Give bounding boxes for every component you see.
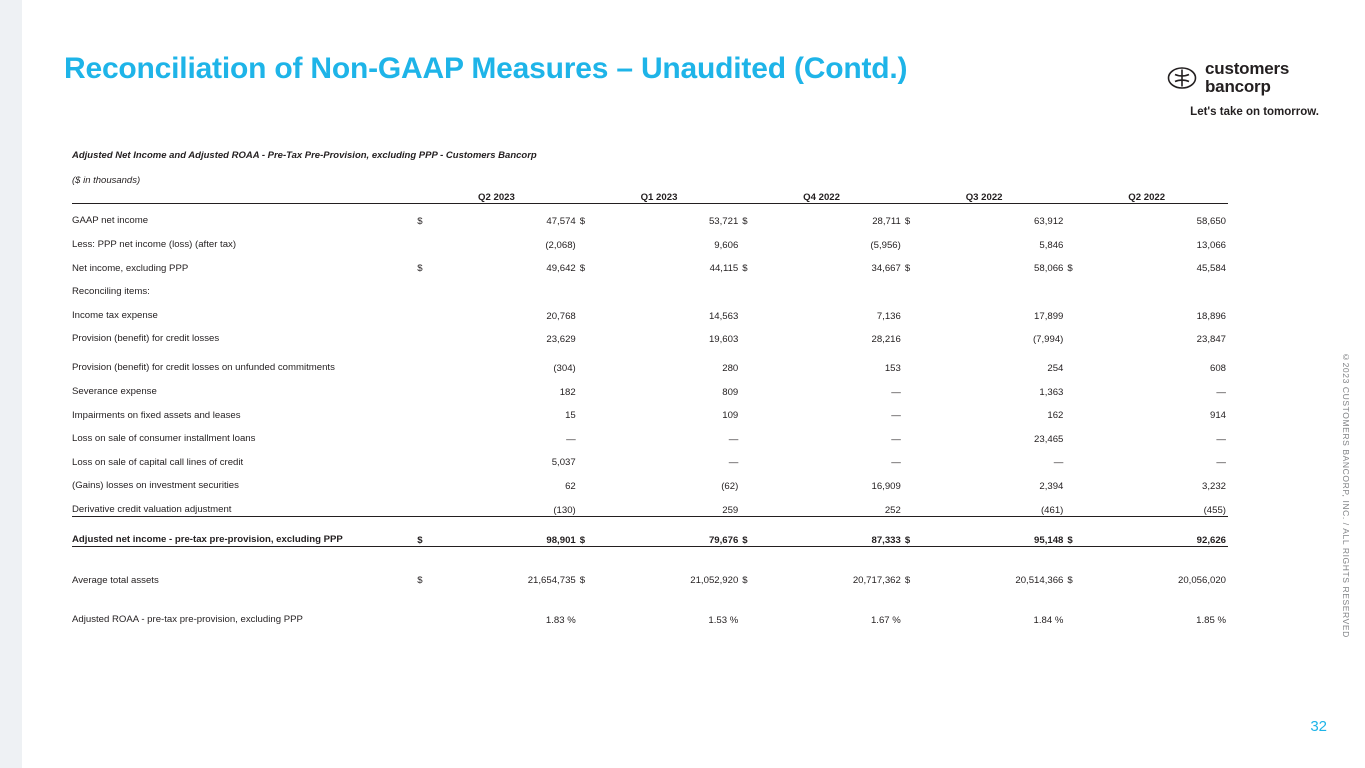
row-label: Impairments on fixed assets and leases	[72, 409, 241, 421]
cell-value: 252	[884, 504, 901, 516]
cell-value: 109	[722, 410, 739, 422]
currency-symbol: $	[904, 575, 911, 587]
cell-value: (5,956)	[870, 239, 901, 251]
currency-symbol: $	[579, 263, 586, 275]
cell-value: —	[891, 386, 901, 398]
cell-value: —	[566, 433, 576, 445]
cell-value: (461)	[1040, 504, 1064, 516]
cell-value: 7,136	[876, 310, 901, 322]
table-row	[72, 251, 1228, 275]
cell-value: 98,901	[546, 534, 576, 546]
cell-value: (7,994)	[1032, 334, 1064, 346]
copyright-notice: ©2023 CUSTOMERS BANCORP, INC. / ALL RIGHTS RESERVED	[1341, 352, 1351, 638]
cell-value: 23,847	[1196, 334, 1226, 346]
currency-symbol: $	[742, 575, 748, 587]
table-row	[72, 322, 1228, 346]
cell-value: 608	[1209, 363, 1226, 375]
cell-value: 20,717,362	[852, 575, 901, 587]
cell-value: —	[1216, 433, 1226, 445]
cell-value: 47,574	[546, 216, 576, 228]
table-row	[72, 468, 1228, 492]
currency-symbol: $	[904, 216, 911, 228]
page-number: 32	[1310, 718, 1327, 735]
cell-value: (455)	[1203, 504, 1226, 516]
cell-value: 20,768	[546, 310, 576, 322]
logo-row	[1167, 60, 1327, 96]
cell-value: —	[728, 433, 739, 445]
cell-value: 1.84 %	[1033, 614, 1064, 626]
cell-value: 21,654,735	[527, 575, 576, 587]
cell-value: 49,642	[546, 263, 576, 275]
row-label: Derivative credit valuation adjustment	[72, 503, 232, 515]
row-label: Less: PPP net income (loss) (after tax)	[72, 239, 237, 251]
cell-value: 87,333	[871, 534, 901, 546]
cell-value: 259	[722, 504, 739, 516]
currency-symbol: $	[1067, 534, 1073, 546]
cell-value: 1.67 %	[870, 614, 901, 626]
row-label: Loss on sale of capital call lines of credit	[72, 456, 244, 468]
logo-line-2: bancorp	[1205, 76, 1271, 96]
column-header-q4-2022: Q4 2022	[803, 191, 840, 203]
brand-logo	[1167, 60, 1327, 118]
table-row-total	[72, 517, 1228, 547]
cell-value: —	[1216, 386, 1226, 398]
left-accent-bar	[0, 0, 22, 768]
cell-value: 44,115	[709, 263, 739, 275]
row-label: Provision (benefit) for credit losses	[72, 333, 220, 345]
row-label: Adjusted net income - pre-tax pre-provision, excluding PPP	[72, 533, 343, 545]
table-row	[72, 421, 1228, 445]
row-label: Income tax expense	[72, 309, 158, 321]
cell-value: 28,216	[871, 334, 901, 346]
reconciliation-table	[72, 192, 1228, 626]
row-label: Severance expense	[72, 385, 157, 397]
table-row	[72, 227, 1228, 251]
cell-value: 5,037	[551, 457, 576, 469]
cell-value: 2,394	[1039, 481, 1064, 493]
cell-value: 58,066	[1034, 263, 1064, 275]
cell-value: 19,603	[708, 334, 739, 346]
spacer-row	[72, 547, 1228, 563]
cell-value: —	[1053, 457, 1064, 469]
cell-value: —	[891, 433, 901, 445]
page-title: Reconciliation of Non-GAAP Measures – Unaudited (Contd.)	[64, 52, 908, 85]
currency-symbol	[903, 227, 925, 251]
cell-value: 182	[559, 386, 576, 398]
cell-value: 20,056,020	[1177, 575, 1226, 587]
currency-symbol: $	[1067, 263, 1073, 275]
currency-symbol: $	[1067, 575, 1073, 587]
cell-value: (2,068)	[545, 239, 576, 251]
cell-value: 23,629	[546, 334, 576, 346]
cell-value: 92,626	[1196, 534, 1226, 546]
currency-symbol	[415, 227, 437, 251]
table-row	[72, 563, 1228, 587]
cell-value: 34,667	[871, 263, 901, 275]
logo-wordmark	[1205, 60, 1289, 96]
cell-value: 18,896	[1196, 310, 1226, 322]
currency-symbol: $	[742, 534, 748, 546]
table-row	[72, 398, 1228, 422]
cell-value: 58,650	[1196, 216, 1226, 228]
row-label: (Gains) losses on investment securities	[72, 480, 239, 492]
cell-value: (304)	[553, 363, 576, 375]
cell-value: —	[728, 457, 739, 469]
cell-value: —	[1216, 457, 1226, 469]
table-row	[72, 492, 1228, 516]
table-row	[72, 445, 1228, 469]
currency-symbol: $	[417, 534, 423, 546]
cell-value: 14,563	[708, 310, 739, 322]
currency-symbol: $	[417, 216, 423, 228]
cell-value: 95,148	[1034, 534, 1064, 546]
currency-symbol: $	[579, 534, 586, 546]
table-header-row	[72, 192, 1228, 204]
cell-value: (130)	[553, 504, 576, 516]
cell-value: 809	[722, 386, 739, 398]
table-units-note: ($ in thousands)	[72, 174, 141, 186]
cell-value: 1.83 %	[545, 614, 576, 626]
currency-symbol	[578, 227, 600, 251]
currency-symbol: $	[417, 263, 423, 275]
table-row	[72, 298, 1228, 322]
cell-value: 20,514,366	[1015, 575, 1064, 587]
cell-value: —	[891, 410, 901, 422]
cell-value: 9,606	[714, 239, 739, 251]
currency-symbol: $	[904, 534, 911, 546]
table-row	[72, 602, 1228, 626]
cell-value: 914	[1209, 410, 1226, 422]
cell-value: 162	[1047, 410, 1064, 422]
cell-value: 53,721	[708, 216, 739, 228]
row-label: GAAP net income	[72, 215, 149, 227]
column-header-q2-2022: Q2 2022	[1128, 191, 1166, 203]
cell-value: —	[891, 457, 901, 469]
currency-symbol: $	[579, 216, 586, 228]
header-blank	[72, 192, 415, 204]
cell-value: 62	[565, 481, 576, 493]
row-label: Provision (benefit) for credit losses on unfunded commitments	[72, 362, 335, 374]
column-header-q1-2023: Q1 2023	[640, 191, 678, 203]
cell-value: 63,912	[1034, 216, 1064, 228]
logo-line-1: customers	[1205, 59, 1290, 78]
cell-value: 280	[722, 363, 739, 375]
row-label: Reconciling items:	[72, 286, 150, 298]
cell-value: 28,711	[872, 216, 901, 228]
row-label: Net income, excluding PPP	[72, 262, 189, 274]
cell-value: 23,465	[1034, 433, 1064, 445]
column-header-q3-2022: Q3 2022	[965, 191, 1003, 203]
currency-symbol: $	[579, 575, 586, 587]
cell-value: 153	[884, 363, 901, 375]
brand-tagline: Let's take on tomorrow.	[1190, 105, 1319, 118]
cell-value: 1.53 %	[708, 614, 739, 626]
table-row	[72, 204, 1228, 228]
cell-value: 45,584	[1196, 263, 1226, 275]
cell-value: 79,676	[708, 534, 739, 546]
cell-value: 1.85 %	[1196, 614, 1226, 626]
row-label: Loss on sale of consumer installment loans	[72, 433, 256, 445]
financial-table-block	[72, 150, 1228, 626]
cell-value: 1,363	[1039, 386, 1064, 398]
cell-value: 5,846	[1039, 239, 1064, 251]
table-row	[72, 374, 1228, 398]
cell-value: 254	[1047, 363, 1064, 375]
column-header-q2-2023: Q2 2023	[478, 191, 515, 203]
cell-value: (62)	[721, 481, 739, 493]
cell-value: 13,066	[1196, 239, 1226, 251]
table-row	[72, 345, 1228, 374]
currency-symbol	[1065, 204, 1087, 228]
spacer-row	[72, 586, 1228, 602]
cell-value: 17,899	[1034, 310, 1064, 322]
cell-value: 15	[565, 410, 576, 422]
cell-value: 3,232	[1201, 481, 1226, 493]
table-row	[72, 274, 1228, 298]
currency-symbol: $	[742, 216, 748, 228]
cell-value: 21,052,920	[690, 575, 739, 587]
table-subtitle: Adjusted Net Income and Adjusted ROAA - Pre-Tax Pre-Provision, excluding PPP - Customers Bancorp	[72, 150, 537, 161]
row-label: Average total assets	[72, 574, 159, 586]
currency-symbol: $	[417, 575, 423, 587]
currency-symbol: $	[742, 263, 748, 275]
currency-symbol	[740, 227, 762, 251]
currency-symbol: $	[904, 263, 911, 275]
row-label: Adjusted ROAA - pre-tax pre-provision, excluding PPP	[72, 614, 303, 626]
currency-symbol	[1065, 227, 1087, 251]
customers-bancorp-mark-icon	[1167, 63, 1197, 93]
cell-value: 16,909	[871, 481, 901, 493]
